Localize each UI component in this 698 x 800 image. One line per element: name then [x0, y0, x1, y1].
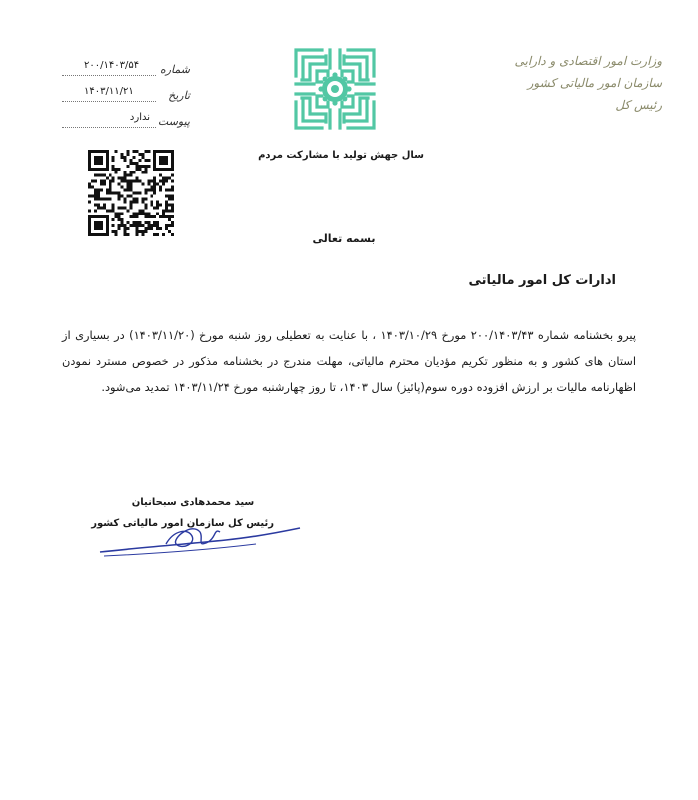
qr-code-icon [88, 150, 174, 236]
date-value: ۱۴۰۳/۱۱/۲۱ [62, 86, 156, 102]
meta-row-date [62, 82, 190, 102]
signatory-title: رئیس کل سازمان امور مالیاتی کشور [91, 518, 274, 529]
ministry-line-3: رئیس کل [615, 98, 662, 112]
date-label: تاریخ [168, 89, 190, 102]
ministry-header [512, 50, 662, 116]
attachment-label: پیوست [157, 115, 190, 128]
meta-row-attachment [62, 108, 190, 128]
letter-body: پیرو بخشنامه شماره ۲۰۰/۱۴۰۳/۴۳ مورخ ۱۴۰۳/۱۰/۲۹ ، با عنایت به تعطیلی روز شنبه مورخ (۱۴۰۳/۱۱/۲۰) در بسیاری از استان های کشور و به منظور تکریم مؤدیان محترم مالیاتی، مهلت مندرج در بخشنامه مذکور در خصوص مسترد نمودن اظهارنامه مالیات بر ارزش افزوده دوره سوم(پائیز) سال ۱۴۰۳، تا روز چهارشنبه مورخ ۱۴۰۳/۱۱/۲۴ تمدید می‌شود. [62, 328, 637, 394]
attachment-value: ندارد [62, 112, 156, 128]
letter-meta [62, 56, 190, 134]
number-label: شماره [159, 63, 190, 76]
tax-organization-emblem-icon [292, 46, 378, 132]
ministry-line-2: سازمان امور مالیاتی کشور [527, 76, 662, 90]
meta-row-number [62, 56, 190, 76]
ministry-line-1: وزارت امور اقتصادی و دارایی [514, 54, 662, 68]
number-value: ۲۰۰/۱۴۰۳/۵۴ [62, 60, 156, 76]
signatory-name: سید محمدهادی سبحانیان [131, 497, 255, 508]
basmala: بسمه تعالی [312, 232, 376, 245]
year-motto: سال جهش تولید با مشارکت مردم [258, 150, 424, 161]
recipient-heading: ادارات کل امور مالیاتی [468, 273, 616, 288]
